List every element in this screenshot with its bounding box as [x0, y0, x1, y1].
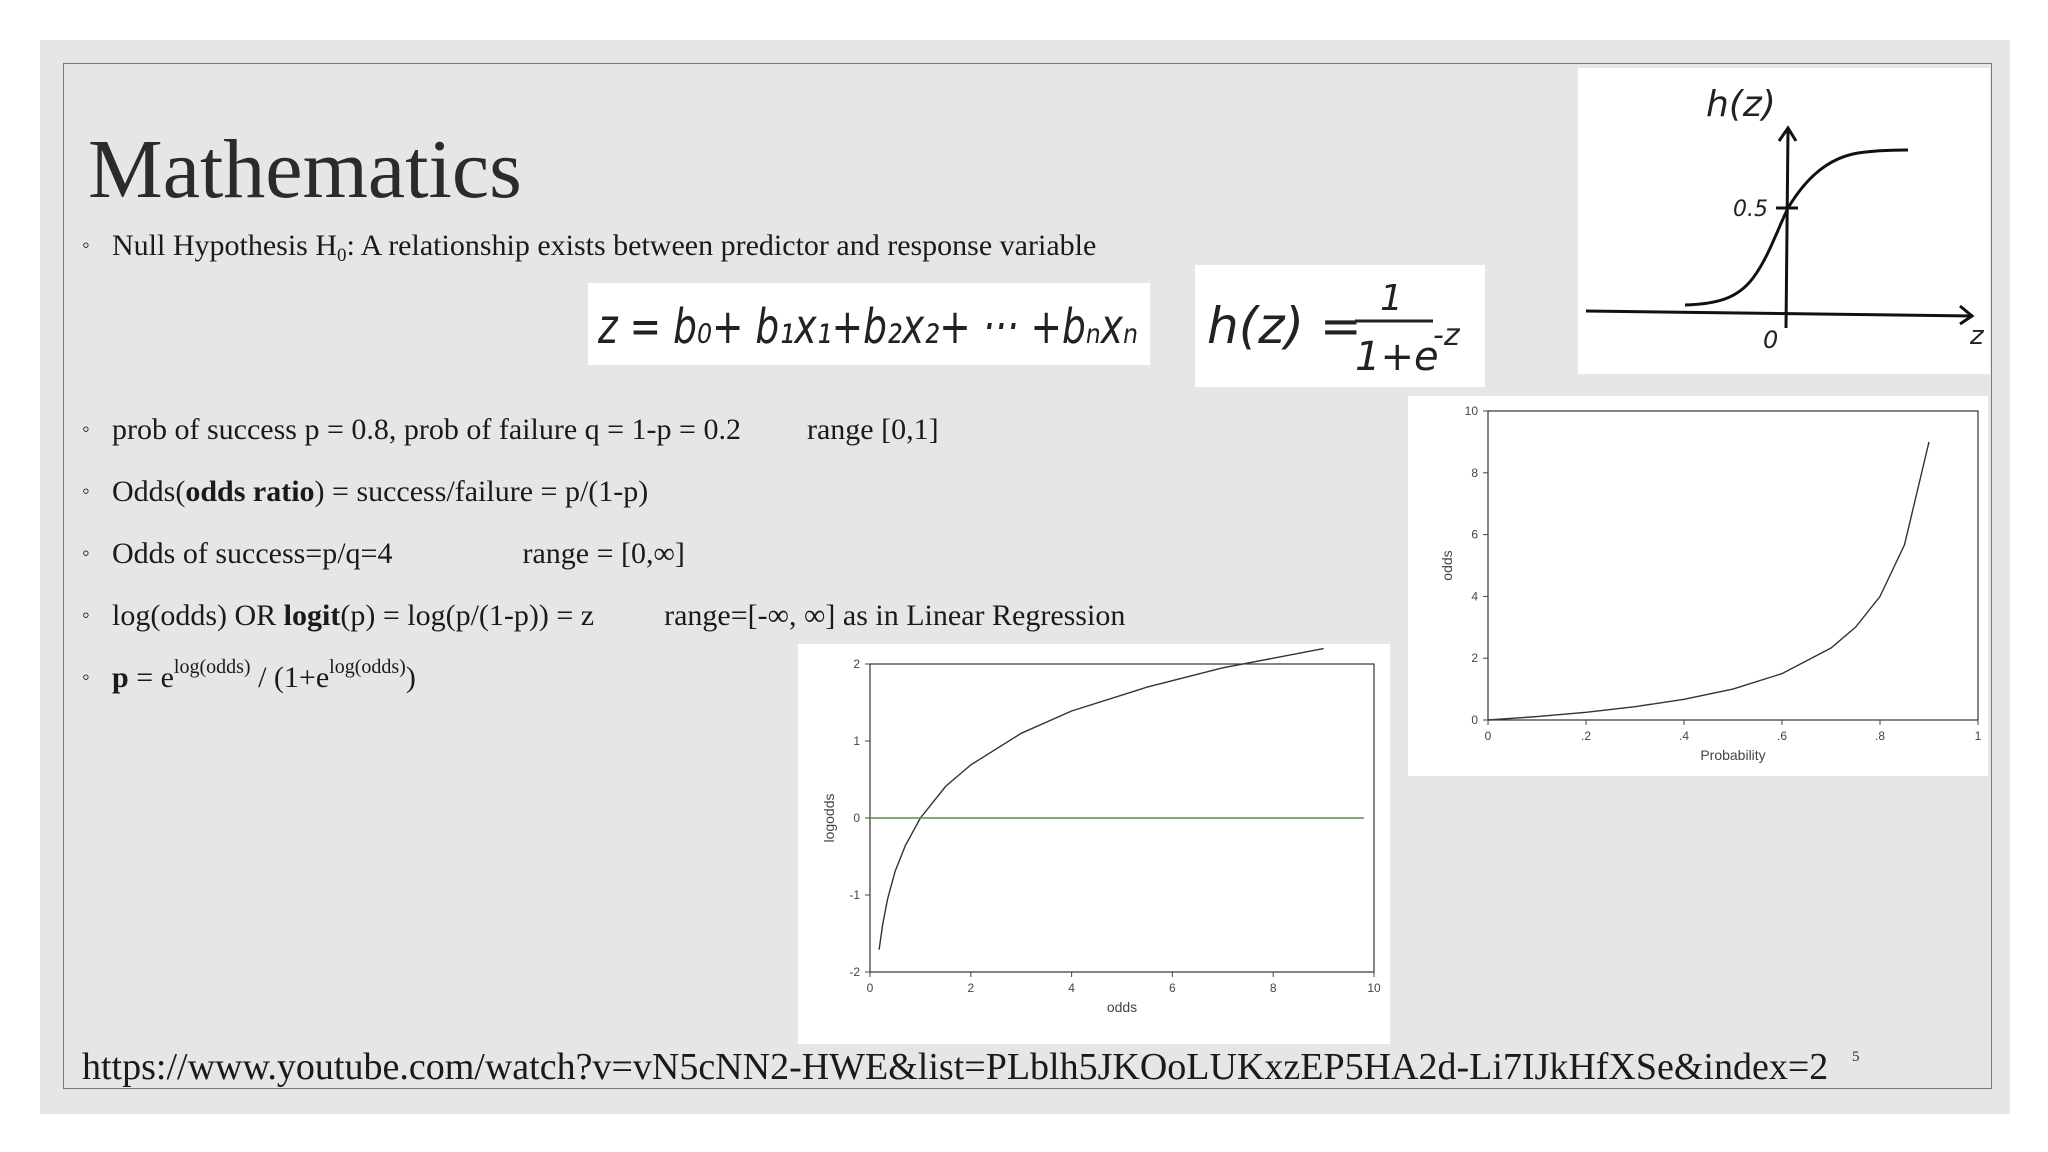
x-tick-label: .6: [1776, 729, 1788, 743]
sigmoid-equation-image: [1195, 265, 1485, 387]
sketch-sigmoid-curve: [1685, 150, 1908, 305]
x-tick-label: 2: [967, 981, 975, 995]
y-tick-label: -2: [849, 965, 860, 979]
sketch-half-label: 0.5: [1733, 197, 1768, 222]
y-tick-label: 0: [1471, 713, 1478, 727]
y-tick-label: 6: [1471, 527, 1478, 542]
sketch-origin-label: 0: [1763, 326, 1779, 354]
bullet-null-hypothesis: [82, 229, 1097, 266]
sketch-y-axis: [1786, 130, 1788, 328]
bullet-prob: [82, 415, 939, 445]
bullet-marker: ◦: [82, 540, 90, 565]
y-tick-label: 2: [1471, 651, 1478, 666]
x-tick-label: 4: [1068, 981, 1075, 995]
odds-success-text: Odds of success=p/q=4: [112, 537, 393, 570]
sigmoid-numerator: 1: [1380, 278, 1403, 319]
bullet-odds-definition: [82, 477, 648, 507]
logit-prefix: log(odds) OR: [112, 599, 284, 632]
slide-title: Mathematics: [88, 123, 522, 216]
series-line-1: [879, 649, 1324, 950]
x-tick-label: .4: [1678, 729, 1690, 743]
bullet-marker: ◦: [82, 602, 90, 627]
bullet-p-formula: [82, 656, 416, 694]
sigmoid-exponent: -z: [1433, 318, 1460, 353]
odds-def-bold: odds ratio: [185, 475, 315, 508]
p-formula-bold: p: [112, 661, 129, 694]
y-tick-label: 2: [853, 657, 860, 671]
bullet-marker: ◦: [82, 664, 90, 689]
bullet-odds-success: [82, 539, 685, 569]
sigmoid-lhs: h(z) =: [1207, 297, 1362, 355]
x-tick-label: .8: [1874, 729, 1886, 743]
y-tick-label: 1: [853, 734, 860, 748]
y-axis-label: logodds: [821, 793, 837, 843]
logit-suffix: (p) = log(p/(1-p)) = z: [340, 599, 595, 632]
page-number: 5: [1852, 1049, 1860, 1065]
x-tick-label: .2: [1580, 729, 1592, 743]
y-tick-label: 0: [853, 811, 860, 825]
sigmoid-sketch-image: [1578, 68, 1990, 374]
logit-range: range=[-∞, ∞] as in Linear Regression: [664, 599, 1126, 632]
x-axis-label: Probability: [1700, 747, 1766, 763]
bullet-marker: ◦: [82, 416, 90, 441]
x-tick-label: 1: [1974, 729, 1982, 743]
logodds-chart-panel: [798, 644, 1390, 1044]
p-formula-eq: = e: [128, 661, 174, 694]
x-tick-label: 10: [1367, 981, 1381, 995]
y-tick-label: -1: [849, 888, 860, 902]
odds-success-range: range = [0,∞]: [522, 537, 685, 570]
sketch-ylabel: h(z): [1706, 84, 1776, 125]
y-tick-label: 10: [1464, 404, 1478, 418]
p-formula-sup2: log(odds): [329, 656, 406, 678]
null-hypothesis-suffix: : A relationship exists between predictor and response variable: [346, 229, 1097, 262]
x-axis-label: odds: [1106, 999, 1138, 1015]
bullet-marker: ◦: [82, 478, 90, 503]
y-tick-label: 4: [1471, 589, 1478, 604]
y-axis-label: odds: [1439, 550, 1455, 581]
null-hypothesis-subscript: 0: [337, 245, 347, 266]
prob-text: prob of success p = 0.8, prob of failure q = 1-p = 0.2: [112, 413, 741, 446]
prob-range: range [0,1]: [806, 413, 939, 446]
sigmoid-denominator: 1+e: [1355, 334, 1439, 380]
p-formula-mid: / (1+e: [250, 661, 330, 694]
x-tick-label: 8: [1269, 981, 1277, 995]
odds-def-suffix: ) = success/failure = p/(1-p): [314, 475, 649, 508]
logodds-vs-odds-chart: [798, 644, 1390, 1044]
null-hypothesis-prefix: Null Hypothesis H: [112, 229, 337, 262]
series-line-1: [1488, 442, 1929, 720]
logit-bold: logit: [283, 599, 341, 632]
linear-equation-image: [588, 283, 1150, 365]
p-formula-end: ): [405, 661, 416, 694]
odds-def-prefix: Odds(: [112, 475, 186, 508]
x-tick-label: 0: [1484, 729, 1492, 743]
sigmoid-sketch: [1578, 68, 1990, 374]
sketch-xlabel: z: [1970, 321, 1984, 351]
odds-vs-probability-chart: [1408, 396, 1988, 776]
x-tick-label: 0: [866, 981, 874, 995]
youtube-link[interactable]: https://www.youtube.com/watch?v=vN5cNN2-HWE&list=PLblh5JKOoLUKxzEP5HA2d-Li7IJkHfXSe&index=2: [82, 1046, 1829, 1088]
linear-equation-text: z = b₀+ b₁x₁+b₂x₂+ ··· +bₙxₙ: [597, 299, 1138, 355]
sketch-x-axis: [1586, 311, 1973, 316]
bullet-marker: ◦: [82, 232, 90, 257]
plot-frame: [1488, 411, 1978, 720]
x-tick-label: 6: [1169, 981, 1176, 995]
y-tick-label: 8: [1471, 465, 1478, 480]
bullet-logit: [82, 601, 1125, 631]
p-formula-sup1: log(odds): [173, 656, 251, 678]
odds-chart-panel: [1408, 396, 1988, 776]
